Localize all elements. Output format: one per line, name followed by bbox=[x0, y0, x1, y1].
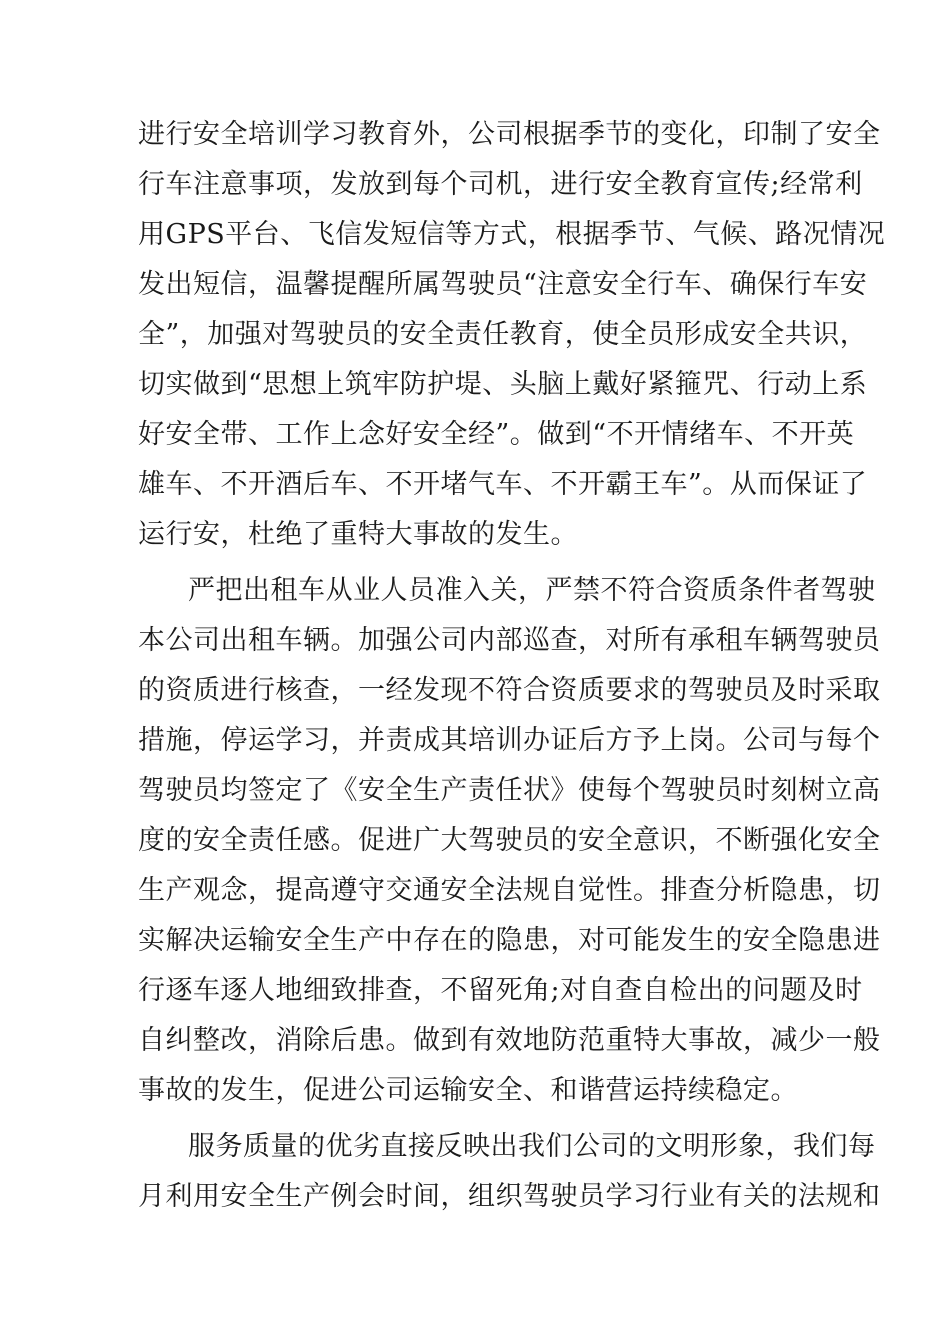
paragraph-line: 实解决运输安全生产中存在的隐患，对可能发生的安全隐患进 bbox=[138, 925, 881, 956]
paragraph-line: 驾驶员均签定了《安全生产责任状》使每个驾驶员时刻树立高 bbox=[138, 775, 881, 806]
paragraph-line: 进行安全培训学习教育外，公司根据季节的变化，印制了安全 bbox=[138, 119, 881, 150]
paragraph-line: 运行安，杜绝了重特大事故的发生。 bbox=[138, 519, 578, 550]
document-body bbox=[138, 110, 886, 1222]
paragraph-line: 的资质进行核查，一经发现不符合资质要求的驾驶员及时采取 bbox=[138, 675, 881, 706]
paragraph-3 bbox=[138, 1122, 881, 1222]
paragraph-line: 度的安全责任感。促进广大驾驶员的安全意识，不断强化安全 bbox=[138, 825, 881, 856]
paragraph-1 bbox=[138, 110, 886, 560]
paragraph-line: 严把出租车从业人员准入关，严禁不符合资质条件者驾驶 bbox=[188, 575, 876, 606]
paragraph-line: 事故的发生，促进公司运输安全、和谐营运持续稳定。 bbox=[138, 1075, 798, 1106]
paragraph-line: 生产观念，提高遵守交通安全法规自觉性。排查分析隐患，切 bbox=[138, 875, 881, 906]
paragraph-line: 好安全带、工作上念好安全经”。做到“不开情绪车、不开英 bbox=[138, 419, 855, 450]
paragraph-line: 发出短信，温馨提醒所属驾驶员“注意安全行车、确保行车安 bbox=[138, 269, 868, 300]
paragraph-line: 切实做到“思想上筑牢防护堤、头脑上戴好紧箍咒、行动上系 bbox=[138, 369, 868, 400]
paragraph-line: 月利用安全生产例会时间，组织驾驶员学习行业有关的法规和 bbox=[138, 1181, 881, 1212]
paragraph-line: 措施，停运学习，并责成其培训办证后方予上岗。公司与每个 bbox=[138, 725, 881, 756]
paragraph-2 bbox=[138, 566, 881, 1116]
paragraph-line: 行逐车逐人地细致排查，不留死角;对自查自检出的问题及时 bbox=[138, 975, 863, 1006]
paragraph-line: 自纠整改，消除后患。做到有效地防范重特大事故，减少一般 bbox=[138, 1025, 881, 1056]
paragraph-line: 服务质量的优劣直接反映出我们公司的文明形象，我们每 bbox=[188, 1131, 876, 1162]
paragraph-line: 本公司出租车辆。加强公司内部巡查，对所有承租车辆驾驶员 bbox=[138, 625, 881, 656]
paragraph-line: 行车注意事项，发放到每个司机，进行安全教育宣传;经常利 bbox=[138, 169, 863, 200]
paragraph-line: 用GPS平台、飞信发短信等方式，根据季节、气候、路况情况 bbox=[138, 219, 886, 250]
paragraph-line: 雄车、不开酒后车、不开堵气车、不开霸王车”。从而保证了 bbox=[138, 469, 868, 500]
paragraph-line: 全”，加强对驾驶员的安全责任教育，使全员形成安全共识， bbox=[138, 319, 868, 350]
